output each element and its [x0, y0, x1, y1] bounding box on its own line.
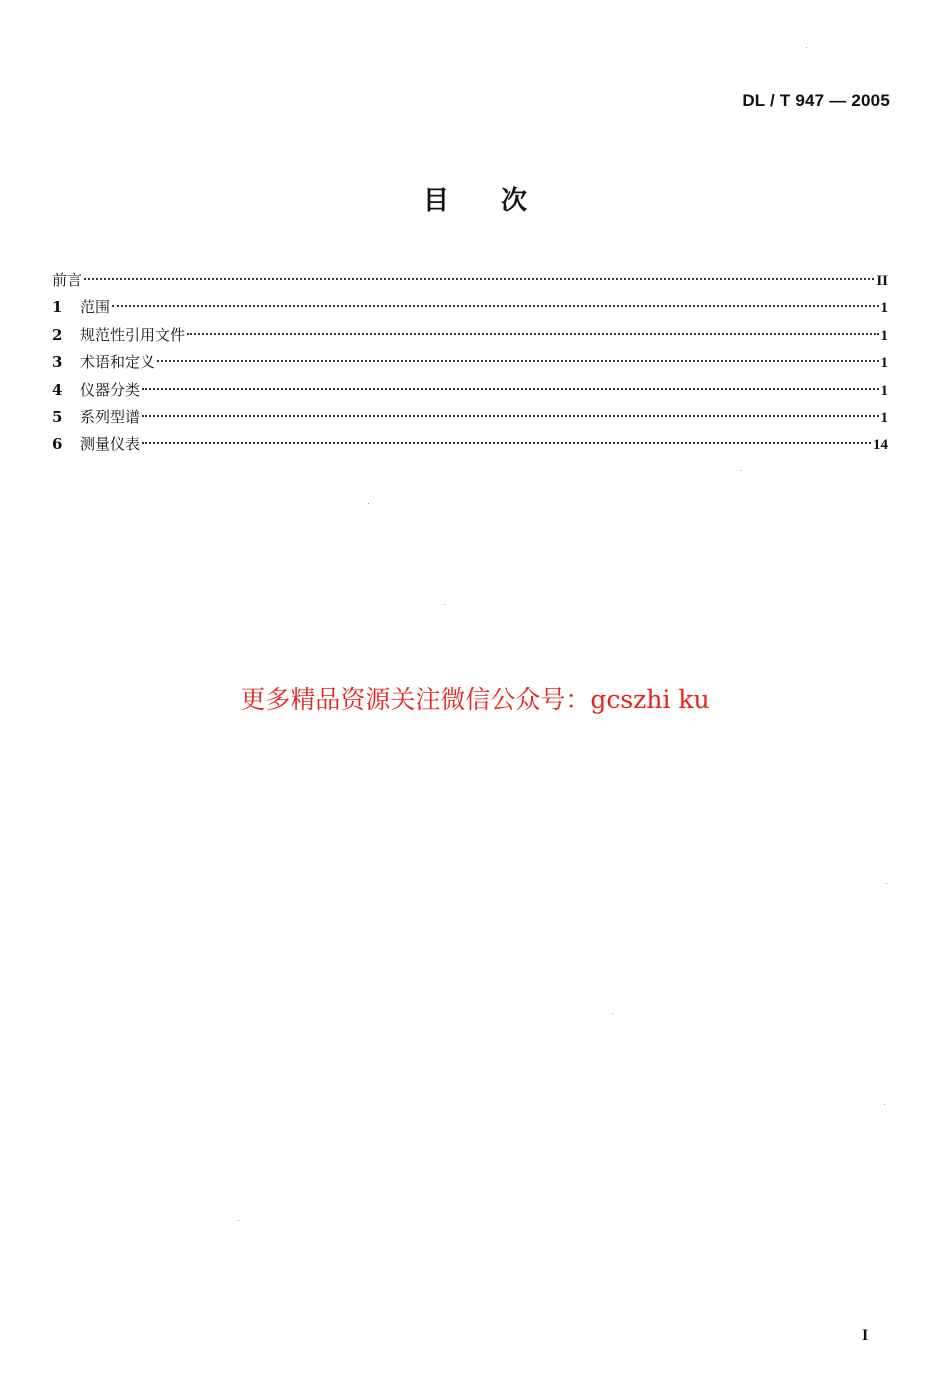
toc-entry-label: 系列型谱: [80, 407, 141, 426]
scan-speck: [238, 1220, 239, 1221]
standard-code: DL / T 947 — 2005: [742, 91, 890, 110]
scan-speck: [368, 503, 369, 504]
toc-dot-leader: [142, 415, 878, 417]
toc-entry-label: 仪器分类: [80, 380, 141, 399]
toc-entry-page: 1: [880, 327, 888, 344]
toc-dot-leader: [142, 442, 871, 444]
wechat-promo-text: 更多精品资源关注微信公众号：gcszhi ku: [240, 685, 710, 714]
page-number: I: [862, 1327, 869, 1344]
toc-entry-number: 2: [52, 325, 63, 344]
toc-entry-label: 范围: [80, 298, 111, 317]
toc-entry-page: II: [876, 273, 888, 289]
toc-entry-number: 1: [52, 298, 63, 317]
toc-entry-number: 5: [52, 407, 63, 426]
scan-speck: [806, 47, 807, 48]
toc-entry-label: 测量仪表: [80, 435, 141, 454]
toc-entry-number: 4: [52, 380, 63, 399]
toc-entry-scope[interactable]: [52, 294, 888, 321]
scan-speck: [444, 604, 445, 605]
toc-entry-page: 1: [880, 355, 888, 372]
toc-entry-page: 1: [880, 300, 888, 317]
toc-entry-series-spectrum[interactable]: [52, 404, 888, 431]
scan-speck: [740, 470, 741, 471]
toc-entry-page: 14: [873, 437, 888, 454]
toc-dot-leader: [157, 360, 878, 362]
toc-dot-leader: [142, 388, 878, 390]
toc-entry-label: 前言: [52, 271, 83, 289]
scan-speck: [884, 1104, 885, 1105]
table-of-contents: [52, 267, 888, 459]
toc-dot-leader: [187, 333, 878, 335]
toc-dot-leader: [112, 305, 878, 307]
toc-entry-label: 术语和定义: [80, 353, 156, 372]
toc-entry-measuring-instruments[interactable]: [52, 431, 888, 458]
page-title: 目次: [422, 186, 579, 216]
toc-entry-terms-definitions[interactable]: [52, 349, 888, 376]
toc-entry-number: 3: [52, 353, 63, 372]
scan-speck: [612, 1013, 613, 1014]
toc-entry-normative-references[interactable]: [52, 322, 888, 349]
toc-entry-page: 1: [880, 382, 888, 399]
toc-entry-foreword[interactable]: [52, 267, 888, 294]
toc-entry-number: 6: [52, 435, 63, 454]
toc-entry-page: 1: [880, 409, 888, 426]
toc-dot-leader: [84, 278, 874, 280]
toc-entry-label: 规范性引用文件: [80, 325, 186, 344]
scan-speck: [886, 883, 887, 884]
toc-entry-instrument-classification[interactable]: [52, 377, 888, 404]
